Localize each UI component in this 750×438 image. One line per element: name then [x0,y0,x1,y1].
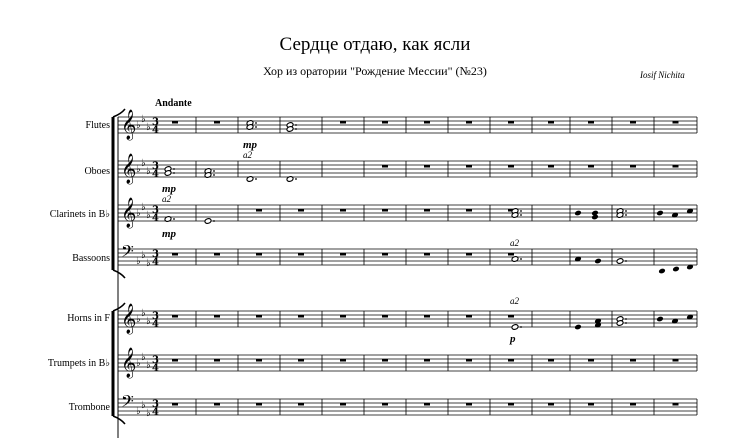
whole-rest [340,253,346,256]
score-title: Сердце отдаю, как ясли [279,34,471,55]
whole-rest [466,403,472,406]
whole-rest [382,253,388,256]
time-signature-upper: 3 [152,399,159,410]
a2-marking-bassoons: a2 [510,238,519,248]
whole-rest [548,165,554,168]
whole-rest [466,121,472,124]
composer-name: Iosif Nichita [640,70,685,80]
whole-rest [214,403,220,406]
instrument-label-flutes: Flutes [85,120,110,131]
whole-rest [256,209,262,212]
instrument-label-horns: Horns in F [67,313,110,324]
augmentation-dot [625,214,627,216]
whole-rest [340,121,346,124]
quarter-note [594,258,602,265]
whole-rest [424,359,430,362]
staff-trumpets [118,347,697,379]
flat-icon: ♭ [136,314,141,325]
whole-rest [382,121,388,124]
time-signature-lower: 4 [152,257,159,268]
time-signature-upper: 3 [152,355,159,366]
instrument-label-trumpets: Trumpets in B♭ [47,358,110,369]
whole-rest [424,403,430,406]
whole-rest [256,359,262,362]
treble-clef-icon: 𝄞 [121,154,137,184]
dynamic-mp-clarinets: mp [162,228,177,240]
flat-icon: ♭ [141,114,146,125]
whole-rest [214,121,220,124]
augmentation-dot [520,326,522,328]
whole-rest [508,121,514,124]
augmentation-dot [625,260,627,262]
instrument-label-trombone: Trombone [68,402,110,413]
whole-rest [382,209,388,212]
whole-rest [340,359,346,362]
time-signature-upper: 3 [152,117,159,128]
flat-icon: ♭ [146,408,151,419]
whole-rest [673,165,679,168]
bass-clef-icon: 𝄢 [121,241,134,265]
whole-rest [508,359,514,362]
flat-icon: ♭ [141,158,146,169]
whole-rest [298,359,304,362]
whole-rest [298,315,304,318]
half-note [616,258,624,265]
whole-rest [172,403,178,406]
augmentation-dot [255,178,257,180]
whole-rest [508,165,514,168]
quarter-note [672,266,680,273]
whole-rest [256,403,262,406]
whole-rest [424,315,430,318]
whole-rest [588,165,594,168]
flat-icon: ♭ [141,308,146,319]
augmentation-dot [255,122,257,124]
treble-clef-icon: 𝄞 [121,110,137,140]
flat-icon: ♭ [136,120,141,131]
whole-rest [340,403,346,406]
whole-rest [382,315,388,318]
whole-rest [298,253,304,256]
whole-rest [424,165,430,168]
whole-rest [424,209,430,212]
flat-icon: ♭ [136,256,141,267]
flat-icon: ♭ [141,352,146,363]
augmentation-dot [520,258,522,260]
flat-icon: ♭ [136,208,141,219]
time-signature-lower: 4 [152,169,159,180]
flat-icon: ♭ [141,202,146,213]
augmentation-dot [173,168,175,170]
instrument-label-oboes: Oboes [84,166,110,177]
augmentation-dot [213,174,215,176]
whole-rest [466,359,472,362]
time-signature-lower: 4 [152,363,159,374]
dynamic-p-horns: p [510,333,516,345]
flat-icon: ♭ [141,400,146,411]
staff-trombone [118,391,697,419]
bass-clef-icon: 𝄢 [121,391,134,415]
a2-marking-flutes: a2 [243,150,252,160]
whole-rest [508,253,514,256]
whole-rest [508,403,514,406]
whole-rest [673,359,679,362]
quarter-note [574,210,582,217]
time-signature-upper: 3 [152,249,159,260]
flat-icon: ♭ [136,358,141,369]
flat-icon: ♭ [146,166,151,177]
half-note [204,218,212,225]
whole-rest [630,359,636,362]
flat-icon: ♭ [146,122,151,133]
quarter-note [658,268,666,275]
treble-clef-icon: 𝄞 [121,198,137,228]
whole-rest [424,253,430,256]
augmentation-dot [295,128,297,130]
time-signature-lower: 4 [152,319,159,330]
whole-rest [382,165,388,168]
time-signature-upper: 3 [152,311,159,322]
augmentation-dot [213,220,215,222]
flat-icon: ♭ [136,406,141,417]
flat-icon: ♭ [146,210,151,221]
whole-rest [630,165,636,168]
treble-clef-icon: 𝄞 [121,304,137,334]
quarter-note [591,214,599,221]
whole-rest [256,253,262,256]
augmentation-dot [625,210,627,212]
augmentation-dot [173,218,175,220]
treble-clef-icon: 𝄞 [121,348,137,378]
staff-oboes [118,153,697,185]
instrument-label-bassoons: Bassoons [72,253,110,264]
whole-rest [214,253,220,256]
quarter-note [656,210,664,217]
tempo-marking: Andante [155,98,192,109]
whole-rest [298,403,304,406]
staff-bassoons [118,241,697,269]
whole-rest [172,315,178,318]
whole-rest [214,359,220,362]
time-signature-lower: 4 [152,213,159,224]
whole-rest [588,121,594,124]
whole-rest [673,121,679,124]
half-note [511,324,519,331]
flat-icon: ♭ [141,250,146,261]
quarter-note [574,324,582,331]
staff-clarinets [118,197,697,229]
quarter-note [656,316,664,323]
whole-rest [298,209,304,212]
whole-rest [340,315,346,318]
flat-icon: ♭ [146,316,151,327]
flat-icon: ♭ [146,258,151,269]
whole-rest [630,121,636,124]
whole-rest [214,315,220,318]
augmentation-dot [173,172,175,174]
augmentation-dot [295,124,297,126]
a2-marking-oboes: a2 [162,194,171,204]
score-subtitle: Хор из оратории "Рождение Мессии" (№23) [263,64,487,78]
time-signature-lower: 4 [152,125,159,136]
whole-rest [548,403,554,406]
augmentation-dot [213,170,215,172]
whole-rest [588,359,594,362]
whole-rest [548,359,554,362]
whole-rest [466,209,472,212]
dynamic-mp-flutes: mp [243,139,258,151]
instrument-label-clarinets: Clarinets in B♭ [49,209,110,220]
augmentation-dot [625,318,627,320]
whole-rest [588,403,594,406]
whole-rest [466,253,472,256]
staff-flutes [118,109,697,141]
augmentation-dot [520,214,522,216]
dynamic-mp-oboes: mp [162,183,177,195]
a2-marking-horns: a2 [510,296,519,306]
augmentation-dot [295,178,297,180]
whole-rest [466,165,472,168]
whole-rest [630,403,636,406]
whole-rest [548,121,554,124]
augmentation-dot [255,126,257,128]
whole-rest [424,121,430,124]
whole-rest [256,315,262,318]
whole-rest [340,209,346,212]
staff-horns [118,303,697,335]
whole-rest [466,315,472,318]
whole-rest [382,403,388,406]
flat-icon: ♭ [136,164,141,175]
whole-rest [172,359,178,362]
flat-icon: ♭ [146,360,151,371]
whole-rest [382,359,388,362]
whole-rest [172,121,178,124]
augmentation-dot [625,322,627,324]
whole-rest [673,403,679,406]
time-signature-upper: 3 [152,205,159,216]
time-signature-lower: 4 [152,407,159,418]
whole-rest [508,315,514,318]
time-signature-upper: 3 [152,161,159,172]
whole-rest [172,253,178,256]
augmentation-dot [520,210,522,212]
